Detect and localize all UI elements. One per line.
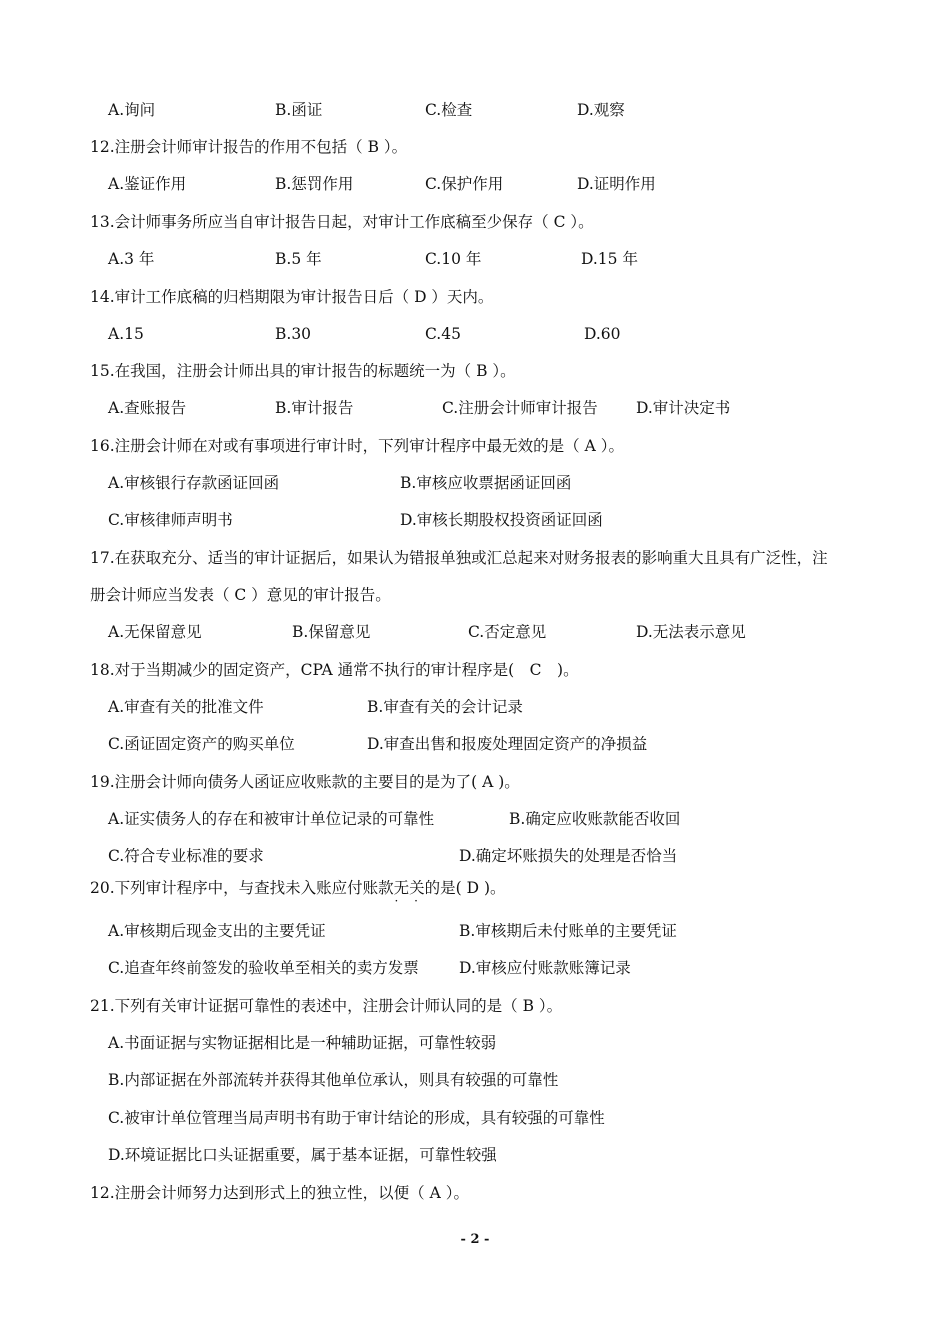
option-b: B.确定应收账款能否收回 [509,810,681,828]
option-a: A.15 [108,325,144,343]
option-a: A.3 年 [108,250,155,268]
question-12b: 12.注册会计师努力达到形式上的独立性，以便（ A ）。 [90,1184,469,1202]
option-c: C.追查年终前签发的验收单至相关的卖方发票 [108,959,419,977]
option-b: B.审核期后未付账单的主要凭证 [459,922,677,940]
option-d: D.15 年 [581,250,638,268]
option-c: C.注册会计师审计报告 [442,399,598,417]
option-a: A.书面证据与实物证据相比是一种辅助证据，可靠性较弱 [108,1034,497,1052]
option-b: B.保留意见 [292,623,371,641]
option-c: C.符合专业标准的要求 [108,847,264,865]
page-number: - 2 - [460,1232,490,1247]
option-b: B.函证 [275,101,323,119]
option-a: A.审查有关的批准文件 [108,698,264,716]
option-a: A.审核期后现金支出的主要凭证 [108,922,326,940]
option-d: D.无法表示意见 [636,623,746,641]
question-20-text-b: 的是( D )。 [424,879,506,897]
option-d: D.60 [584,325,621,343]
emphasized-word: 无关 · · [394,879,425,897]
question-16: 16.注册会计师在对或有事项进行审计时，下列审计程序中最无效的是（ A ）。 [90,437,624,455]
option-b: B.内部证据在外部流转并获得其他单位承认，则具有较强的可靠性 [108,1071,559,1089]
question-19: 19.注册会计师向债务人函证应收账款的主要目的是为了( A )。 [90,773,520,791]
option-c: C.函证固定资产的购买单位 [108,735,295,753]
option-d: D.确定坏账损失的处理是否恰当 [459,847,678,865]
option-c: C.被审计单位管理当局声明书有助于审计结论的形成，具有较强的可靠性 [108,1109,605,1127]
option-a: A.证实债务人的存在和被审计单位记录的可靠性 [108,810,435,828]
question-20-text-a: 20.下列审计程序中，与查找未入账应付账款 [90,879,394,897]
option-b: B.30 [275,325,312,343]
question-15: 15.在我国，注册会计师出具的审计报告的标题统一为（ B ）。 [90,362,516,380]
option-d: D.环境证据比口头证据重要，属于基本证据，可靠性较强 [108,1146,497,1164]
option-b: B.惩罚作用 [275,175,354,193]
option-d: D.审核长期股权投资函证回函 [400,511,603,529]
question-12: 12.注册会计师审计报告的作用不包括（ B ）。 [90,138,408,156]
option-b: B.审核应收票据函证回函 [400,474,572,492]
question-17-line-1: 17.在获取充分、适当的审计证据后，如果认为错报单独或汇总起来对财务报表的影响重大且具有广泛性，注 [90,549,828,567]
option-d: D.审核应付账款账簿记录 [459,959,631,977]
option-c: C.否定意见 [468,623,547,641]
option-b: B.审计报告 [275,399,354,417]
option-c: C.审核律师声明书 [108,511,233,529]
option-a: A.无保留意见 [108,623,202,641]
option-c: C.保护作用 [425,175,504,193]
question-14: 14.审计工作底稿的归档期限为审计报告日后（ D ）天内。 [90,288,494,306]
option-d: D.审计决定书 [636,399,731,417]
option-a: A.审核银行存款函证回函 [108,474,280,492]
option-a: A.鉴证作用 [108,175,187,193]
option-c: C.45 [425,325,461,343]
option-a: A.询问 [108,101,156,119]
question-21: 21.下列有关审计证据可靠性的表述中，注册会计师认同的是（ B ）。 [90,997,563,1015]
option-d: D.观察 [577,101,625,119]
option-d: D.证明作用 [577,175,656,193]
question-13: 13.会计师事务所应当自审计报告日起，对审计工作底稿至少保存（ C ）。 [90,213,594,231]
question-17-line-2: 册会计师应当发表（ C ）意见的审计报告。 [90,586,391,604]
question-20 [90,878,506,898]
option-b: B.5 年 [275,250,322,268]
question-18: 18.对于当期减少的固定资产，CPA 通常不执行的审计程序是( C )。 [90,661,579,679]
option-c: C.10 年 [425,250,482,268]
option-d: D.审查出售和报废处理固定资产的净损益 [367,735,648,753]
option-b: B.审查有关的会计记录 [367,698,523,716]
option-a: A.查账报告 [108,399,187,417]
option-c: C.检查 [425,101,473,119]
